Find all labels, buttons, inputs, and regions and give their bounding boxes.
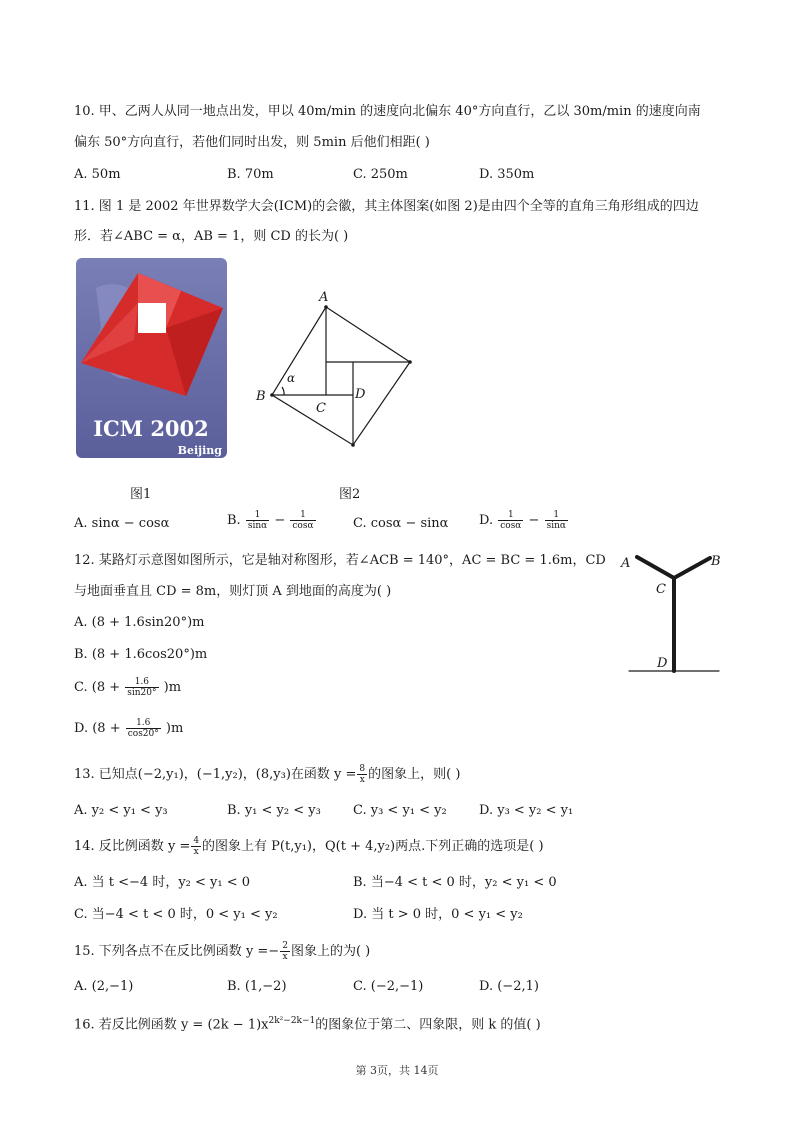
q13-stem: 13. 已知点(−2,y₁)，(−1,y₂)，(8,y₃)在函数 y = $\frac{8}{x}$ 的图象上，则( ) (74, 764, 461, 785)
icm-logo-title: ICM 2002 (93, 416, 209, 441)
lamp-label-a: A (621, 556, 631, 571)
q12-option-c-frac: $\frac{1.6}{\sin 20^\circ}$ (127, 677, 157, 698)
q13-option-c: C. y₃ < y₁ < y₂ (353, 803, 447, 818)
q14-option-a: A. 当 t <−4 时，y₂ < y₁ < 0 (74, 875, 251, 890)
q12-option-d-frac: $\frac{1.6}{\cos 20^\circ}$ (127, 718, 159, 739)
streetlamp-diagram (615, 545, 725, 677)
q10-option-c: C. 250m (353, 167, 408, 182)
q11-option-b-frac2: $\frac{1}{\cos\alpha}$ (292, 510, 314, 531)
q10-stem-line1: 10. 甲、乙两人从同一地点出发，甲以 40m/min 的速度向北偏东 40°方向直行，乙以 30m/min 的速度向南 (74, 104, 701, 119)
fig2-label-a: A (319, 290, 329, 305)
q15-option-b: B. (1,−2) (227, 979, 287, 994)
icm-logo-subtitle: Beijing (177, 444, 222, 457)
fig1-caption: 图1 (130, 487, 152, 502)
q15-option-d: D. (−2,1) (479, 979, 539, 994)
fig2-caption: 图2 (339, 487, 361, 502)
lamp-label-c: C (656, 582, 666, 597)
q12-option-a: A. (8 + 1.6sin20°)m (74, 615, 205, 630)
q14-option-b: B. 当−4 < t < 0 时，y₂ < y₁ < 0 (353, 875, 557, 890)
fig2-label-d: D (355, 387, 366, 402)
q13-option-d: D. y₃ < y₂ < y₁ (479, 803, 574, 818)
q14-frac: $\frac{4}{x}$ (193, 836, 200, 857)
q14-option-c: C. 当−4 < t < 0 时，0 < y₁ < y₂ (74, 907, 278, 922)
icm-logo-figure (76, 258, 227, 458)
q11-option-a: A. sinα − cosα (74, 516, 170, 531)
q12-stem-line1: 12. 某路灯示意图如图所示，它是轴对称图形，若∠ACB = 140°，AC = BC = 1.6m，CD (74, 553, 606, 568)
q13-option-a: A. y₂ < y₁ < y₃ (74, 803, 168, 818)
q11-option-c: C. cosα − sinα (353, 516, 449, 531)
q13-frac: $\frac{8}{x}$ (359, 764, 366, 785)
q11-option-d: D. $\frac{1}{\cos\alpha}$ − $\frac{1}{\sin\alpha}$ (479, 510, 566, 531)
q12-stem-line2: 与地面垂直且 CD = 8m，则灯顶 A 到地面的高度为( ) (74, 584, 392, 599)
q12-option-b: B. (8 + 1.6cos20°)m (74, 647, 208, 662)
q10-option-a: A. 50m (74, 167, 121, 182)
q16-exponent: 2k²−2k−1 (268, 1016, 316, 1026)
q16-stem: 16. 若反比例函数 $y = (2k - 1)x^{2k^2-2k-1}$的图象位于第二、四象限，则 k 的值( ) (74, 1016, 541, 1033)
q14-option-d: D. 当 t > 0 时，0 < y₁ < y₂ (353, 907, 523, 922)
q14-stem: 14. 反比例函数 y = $\frac{4}{x}$ 的图象上有 P(t,y₁)，Q(t + 4,y₂)两点.下列正确的选项是( ) (74, 836, 544, 857)
lamp-label-b: B (711, 554, 721, 569)
q10-option-d: D. 350m (479, 167, 535, 182)
q11-option-b-frac1: $\frac{1}{\sin\alpha}$ (247, 510, 268, 531)
q15-stem: 15. 下列各点不在反比例函数 y =− $\frac{2}{x}$ 图象上的为( ) (74, 941, 371, 962)
q10-stem-line2: 偏东 50°方向直行，若他们同时出发，则 5min 后他们相距( ) (74, 135, 430, 150)
q11-stem-line1: 11. 图 1 是 2002 年世界数学大会(ICM)的会徽，其主体图案(如图 2)是由四个全等的直角三角形组成的四边 (74, 199, 699, 214)
icm-logo-graphic (76, 258, 227, 458)
fig2-label-c: C (316, 401, 326, 416)
q11-stem-line2: 形．若∠ABC = α，AB = 1，则 CD 的长为( ) (74, 229, 349, 244)
q15-frac: $\frac{2}{x}$ (282, 941, 288, 962)
q11-option-b: B. $\frac{1}{\sin\alpha}$ − $\frac{1}{\cos\alpha}$ (227, 510, 314, 531)
fig2-label-alpha: α (287, 371, 296, 385)
q13-option-b: B. y₁ < y₂ < y₃ (227, 803, 321, 818)
page-footer: 第 3页，共 14页 (355, 1064, 439, 1077)
q12-option-c: C. (8 + $\frac{1.6}{\sin 20^\circ}$ )m (74, 677, 182, 698)
q12-option-d: D. (8 + $\frac{1.6}{\cos 20^\circ}$ )m (74, 718, 184, 739)
fig2-label-b: B (256, 389, 266, 404)
q10-option-b: B. 70m (227, 167, 274, 182)
q11-option-d-frac1: $\frac{1}{\cos\alpha}$ (500, 510, 522, 531)
q15-option-a: A. (2,−1) (74, 979, 134, 994)
q11-option-d-frac2: $\frac{1}{\sin\alpha}$ (546, 510, 566, 531)
lamp-label-d: D (657, 656, 668, 671)
q15-option-c: C. (−2,−1) (353, 979, 424, 994)
fig2-geometry-diagram (250, 285, 430, 455)
